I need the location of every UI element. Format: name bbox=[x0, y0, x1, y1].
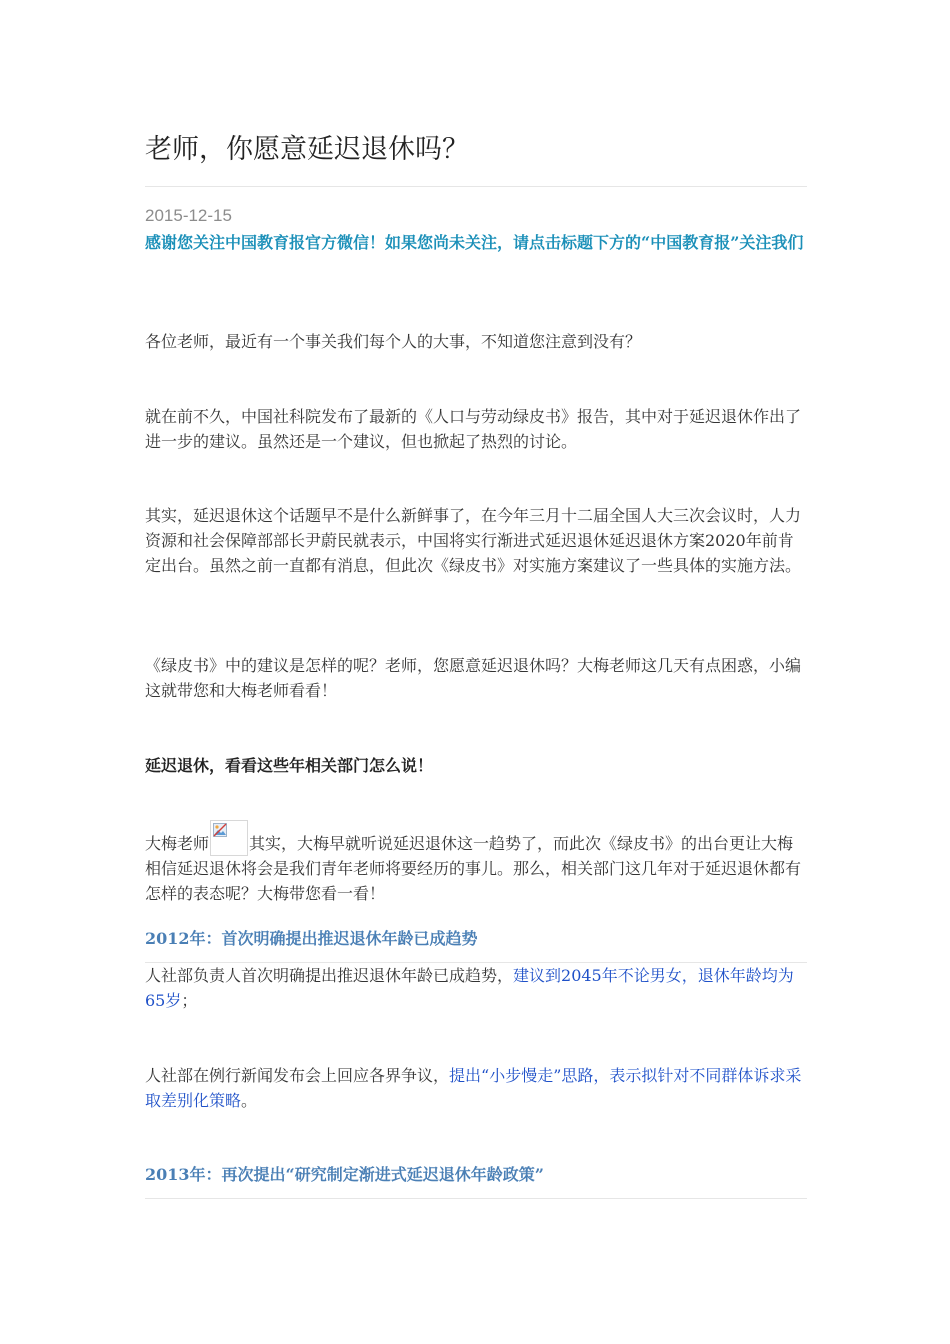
image-placeholder-icon bbox=[213, 823, 227, 837]
paragraph-question: 《绿皮书》中的建议是怎样的呢？老师，您愿意延迟退休吗？大梅老师这几天有点困惑，小编这就带您和大梅老师看看！ bbox=[145, 656, 802, 700]
follow-notice-link[interactable]: 感谢您关注中国教育报官方微信！如果您尚未关注，请点击标题下方的“中国教育报”关注我们 bbox=[145, 233, 804, 252]
text-highlight: 提出“小步慢走”思路，表示拟针对不同群体诉求采取差别化策略 bbox=[145, 1066, 802, 1110]
paragraph-body: 其实，大梅早就听说延迟退休这一趋势了，而此次《绿皮书》的出台更让大梅相信延迟退休将会是我们青年老师将要经历的事儿。那么，相关部门这几年对于延迟退休都有怎样的表态呢？大梅带您看一看！ bbox=[145, 834, 802, 903]
title-divider bbox=[145, 186, 807, 187]
article-title: 老师，你愿意延迟退休吗？ bbox=[145, 134, 469, 165]
text-plain: 人社部在例行新闻发布会上回应各界争议， bbox=[145, 1066, 450, 1085]
paragraph-intro: 各位老师，最近有一个事关我们每个人的大事，不知道您注意到没有？ bbox=[145, 332, 642, 351]
text-end: ； bbox=[181, 991, 198, 1010]
paragraph-lead: 大梅老师 bbox=[145, 834, 210, 853]
paragraph-2012-proposal bbox=[145, 963, 807, 1013]
paragraph-2012-response bbox=[145, 1063, 807, 1113]
paragraph-background: 其实，延迟退休这个话题早不是什么新鲜事了，在今年三月十二届全国人大三次会议时，人力资源和社会保障部部长尹蔚民就表示，中国将实行渐进式延迟退休延迟退休方案2020年前肯定出台。虽然之前一直都有消息，但此次《绿皮书》对实施方案建议了一些具体的实施方法。 bbox=[145, 506, 802, 575]
broken-image-icon[interactable] bbox=[210, 820, 248, 856]
text-plain: 人社部负责人首次明确提出推迟退休年龄已成趋势， bbox=[145, 966, 514, 985]
text-end: 。 bbox=[241, 1091, 258, 1110]
section-heading-2012: 2012年：首次明确提出推迟退休年龄已成趋势 bbox=[145, 929, 478, 948]
text-highlight: 建议到2045年不论男女，退休年龄均为65岁 bbox=[145, 966, 794, 1010]
paragraph-green-book: 就在前不久，中国社科院发布了最新的《人口与劳动绿皮书》报告，其中对于延迟退休作出了进一步的建议。虽然还是一个建议，但也掀起了热烈的讨论。 bbox=[145, 407, 802, 451]
section-heading-2013: 2013年：再次提出“研究制定渐进式延迟退休年龄政策” bbox=[145, 1165, 544, 1184]
section-subheading: 延迟退休，看看这些年相关部门怎么说！ bbox=[145, 756, 434, 775]
publish-date: 2015-12-15 bbox=[145, 206, 232, 225]
paragraph-damei bbox=[145, 820, 807, 906]
section-divider-2013 bbox=[145, 1198, 807, 1199]
